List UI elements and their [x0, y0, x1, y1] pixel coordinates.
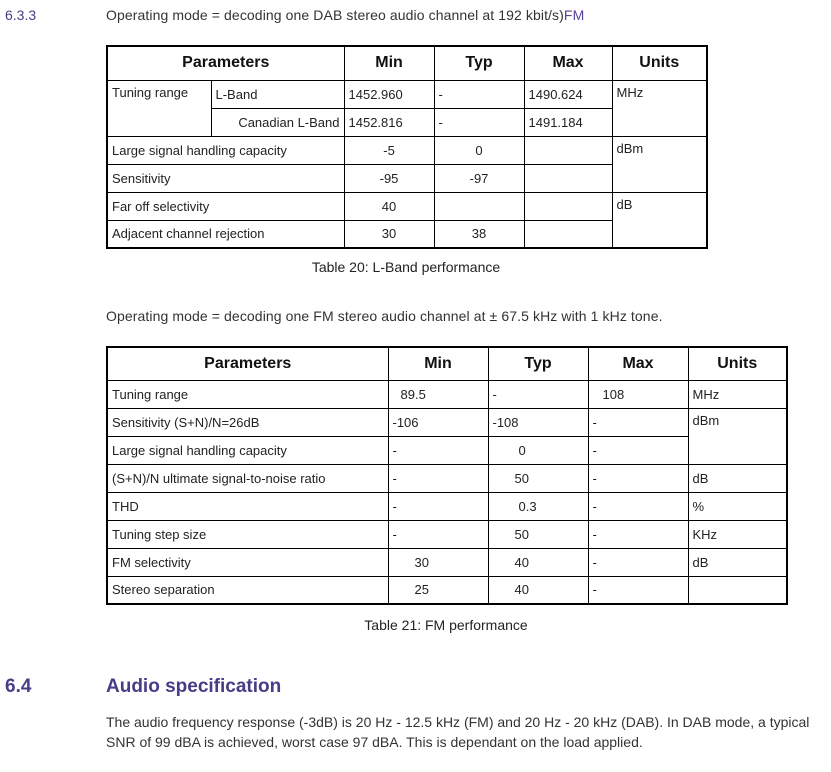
large-signal-typ: 0	[434, 136, 524, 164]
cell-typ: -	[488, 380, 588, 408]
cell-param: Tuning step size	[107, 520, 388, 548]
canadian-label: Canadian L-Band	[211, 108, 344, 136]
cell-min: 30	[388, 548, 488, 576]
table-l-band-performance	[106, 45, 708, 249]
dab-operating-mode: Operating mode = decoding one DAB stereo audio channel at 192 kbit/s)	[106, 7, 564, 23]
far-off-typ	[434, 192, 524, 220]
fm-suffix: FM	[563, 7, 585, 23]
cell-units: dB	[688, 464, 787, 492]
table-row	[107, 492, 787, 520]
tuning-range-label: Tuning range	[107, 80, 211, 136]
cell-param: (S+N)/N ultimate signal-to-noise ratio	[107, 464, 388, 492]
far-off-min: 40	[344, 192, 434, 220]
header-typ: Typ	[488, 347, 588, 380]
cell-param: Tuning range	[107, 380, 388, 408]
cell-min: 89.5	[388, 380, 488, 408]
header-max: Max	[588, 347, 688, 380]
cell-units: dB	[688, 548, 787, 576]
lband-label: L-Band	[211, 80, 344, 108]
header-parameters: Parameters	[107, 347, 388, 380]
header-units: Units	[688, 347, 787, 380]
far-off-units: dB	[612, 192, 707, 248]
table-row	[107, 136, 707, 164]
cell-units: MHz	[688, 380, 787, 408]
cell-min: 25	[388, 576, 488, 604]
table-row	[107, 520, 787, 548]
table-row	[107, 80, 707, 108]
cell-max: -	[588, 436, 688, 464]
cell-param: FM selectivity	[107, 548, 388, 576]
cell-typ: 50	[488, 520, 588, 548]
table-row	[107, 464, 787, 492]
table-20-caption: Table 20: L-Band performance	[311, 259, 501, 275]
table-row	[107, 380, 787, 408]
cell-param: Large signal handling capacity	[107, 436, 388, 464]
sensitivity-typ: -97	[434, 164, 524, 192]
far-off-label: Far off selectivity	[107, 192, 344, 220]
lband-typ: -	[434, 80, 524, 108]
cell-typ: 50	[488, 464, 588, 492]
section-title-audio-specification: Audio specification	[106, 676, 282, 697]
cell-typ: 0.3	[488, 492, 588, 520]
audio-spec-paragraph: The audio frequency response (-3dB) is 20 Hz - 12.5 kHz (FM) and 20 Hz - 20 kHz (DAB). In DAB mode, a typical SNR of 99 dBA is achieved, worst case 97 dBA. This is dependant on the load applied.	[106, 714, 810, 750]
cell-min: -	[388, 492, 488, 520]
cell-max: -	[588, 576, 688, 604]
cell-typ: 40	[488, 548, 588, 576]
cell-max: -	[588, 464, 688, 492]
header-typ: Typ	[434, 46, 524, 80]
header-parameters: Parameters	[107, 46, 344, 80]
large-signal-units: dBm	[612, 136, 707, 192]
cell-param: Stereo separation	[107, 576, 388, 604]
header-units: Units	[612, 46, 707, 80]
section-number-6-3-3: 6.3.3	[5, 7, 37, 23]
fm-operating-mode: Operating mode = decoding one FM stereo audio channel at ± 67.5 kHz with 1 kHz tone.	[106, 308, 663, 324]
large-signal-label: Large signal handling capacity	[107, 136, 344, 164]
cell-max: -	[588, 548, 688, 576]
cell-max: -	[588, 492, 688, 520]
header-max: Max	[524, 46, 612, 80]
large-signal-min: -5	[344, 136, 434, 164]
cell-units: KHz	[688, 520, 787, 548]
table-row	[107, 192, 707, 220]
header-min: Min	[344, 46, 434, 80]
table-fm-performance	[106, 346, 788, 605]
table-row	[107, 408, 787, 436]
sensitivity-max	[524, 164, 612, 192]
adjacent-label: Adjacent channel rejection	[107, 220, 344, 248]
cell-max: -	[588, 520, 688, 548]
cell-units	[688, 576, 787, 604]
cell-min: -106	[388, 408, 488, 436]
lband-max: 1490.624	[524, 80, 612, 108]
table-row	[107, 548, 787, 576]
adjacent-min: 30	[344, 220, 434, 248]
section-6-3-3-text	[106, 7, 584, 23]
table-row	[107, 436, 787, 464]
canadian-min: 1452.816	[344, 108, 434, 136]
table-21-caption: Table 21: FM performance	[364, 617, 528, 633]
canadian-max: 1491.184	[524, 108, 612, 136]
table-row	[107, 576, 787, 604]
far-off-max	[524, 192, 612, 220]
cell-units: dBm	[688, 408, 787, 464]
cell-max: 108	[588, 380, 688, 408]
sensitivity-label: Sensitivity	[107, 164, 344, 192]
sensitivity-min: -95	[344, 164, 434, 192]
cell-param: THD	[107, 492, 388, 520]
large-signal-max	[524, 136, 612, 164]
cell-typ: 0	[488, 436, 588, 464]
cell-typ: -108	[488, 408, 588, 436]
cell-units: %	[688, 492, 787, 520]
lband-units: MHz	[612, 80, 707, 136]
cell-min: -	[388, 436, 488, 464]
cell-param: Sensitivity (S+N)/N=26dB	[107, 408, 388, 436]
lband-min: 1452.960	[344, 80, 434, 108]
cell-min: -	[388, 520, 488, 548]
cell-min: -	[388, 464, 488, 492]
section-number-6-4: 6.4	[5, 676, 32, 697]
canadian-typ: -	[434, 108, 524, 136]
adjacent-max	[524, 220, 612, 248]
cell-max: -	[588, 408, 688, 436]
cell-typ: 40	[488, 576, 588, 604]
adjacent-typ: 38	[434, 220, 524, 248]
header-min: Min	[388, 347, 488, 380]
